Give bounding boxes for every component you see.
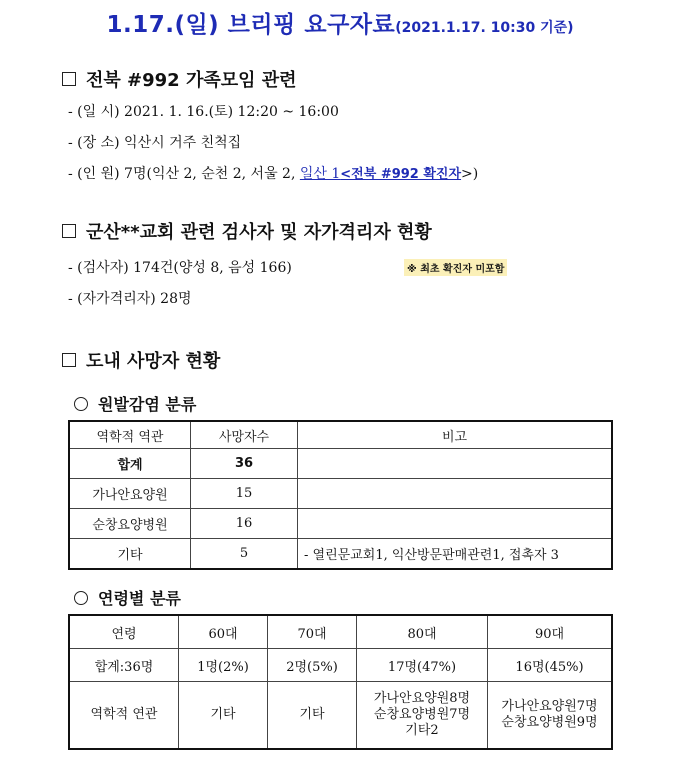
cell-line: 가나안요양원8명 [373,691,471,706]
table-header: 연령 [69,615,179,649]
circle-bullet-icon [74,591,88,605]
table-cell: 합계:36명 [69,649,179,682]
table-cell: 1명(2%) [179,649,268,682]
section2-line-quarantine: - (자가격리자) 28명 [68,291,192,307]
square-bullet-icon [62,353,76,367]
table-cell: - 열린문교회1, 익산방문판매관련1, 접촉자 3 [298,539,613,570]
table-cell [298,509,613,539]
section3-heading: 도내 사망자 현황 [62,347,220,373]
table-row [69,509,612,539]
table-header-row [69,421,612,449]
death-by-origin-table [68,420,613,570]
table-cell: 2명(5%) [268,649,357,682]
table-cell [298,479,613,509]
table-row [69,539,612,570]
table-cell: 기타 [268,682,357,750]
section1-line-people: - (인 원) 7명(익산 2, 순천 2, 서울 2, 일산 1<전북 #992 확진자>) [68,166,479,182]
title-main: 1.17.(일) 브리핑 요구자료 [106,12,396,38]
section1-line-time: - (일 시) 2021. 1. 16.(토) 12:20 ~ 16:00 [68,104,339,120]
table-header: 90대 [488,615,613,649]
circle-bullet-icon [74,397,88,411]
table-cell [488,682,613,750]
table-cell: 기타 [179,682,268,750]
note-badge: ※ 최초 확진자 미포함 [404,259,507,276]
cell-line: 순창요양병원9명 [501,715,598,730]
section2-line-tested: - (검사자) 174건(양성 8, 음성 166) [68,260,292,276]
square-bullet-icon [62,72,76,86]
highlight-link: 일산 1<전북 #992 확진자 [299,166,462,182]
section1-line-place: - (장 소) 익산시 거주 친척집 [68,135,242,151]
table-cell: 합계 [69,449,191,479]
sub2-heading: 연령별 분류 [74,586,181,609]
table-cell [357,682,488,750]
square-bullet-icon [62,224,76,238]
table-header: 60대 [179,615,268,649]
table-header: 사망자수 [191,421,298,449]
table-header: 역학적 역관 [69,421,191,449]
table-cell: 15 [191,479,298,509]
table-cell: 16명(45%) [488,649,613,682]
table-cell: 역학적 연관 [69,682,179,750]
cell-line: 가나안요양원7명 [501,699,598,714]
table-header: 80대 [357,615,488,649]
table-cell: 16 [191,509,298,539]
table-header: 비고 [298,421,613,449]
sub1-heading: 원발감염 분류 [74,392,196,415]
table-row [69,449,612,479]
table-cell: 36 [191,449,298,479]
section2-heading: 군산**교회 관련 검사자 및 자가격리자 현황 [62,218,432,244]
table-row [69,649,612,682]
table-header-row [69,615,612,649]
cell-line: 순창요양병원7명 [373,707,471,722]
table-cell: 17명(47%) [357,649,488,682]
title-timestamp: (2021.1.17. 10:30 기준) [395,20,574,36]
document-title [0,6,680,39]
table-cell: 가나안요양원 [69,479,191,509]
table-row [69,682,612,750]
cell-line: 기타2 [405,723,439,738]
section1-heading: 전북 #992 가족모임 관련 [62,66,297,92]
table-header: 70대 [268,615,357,649]
table-row [69,479,612,509]
table-cell [298,449,613,479]
death-by-age-table [68,614,613,750]
table-cell: 기타 [69,539,191,570]
table-cell: 5 [191,539,298,570]
table-cell: 순창요양병원 [69,509,191,539]
